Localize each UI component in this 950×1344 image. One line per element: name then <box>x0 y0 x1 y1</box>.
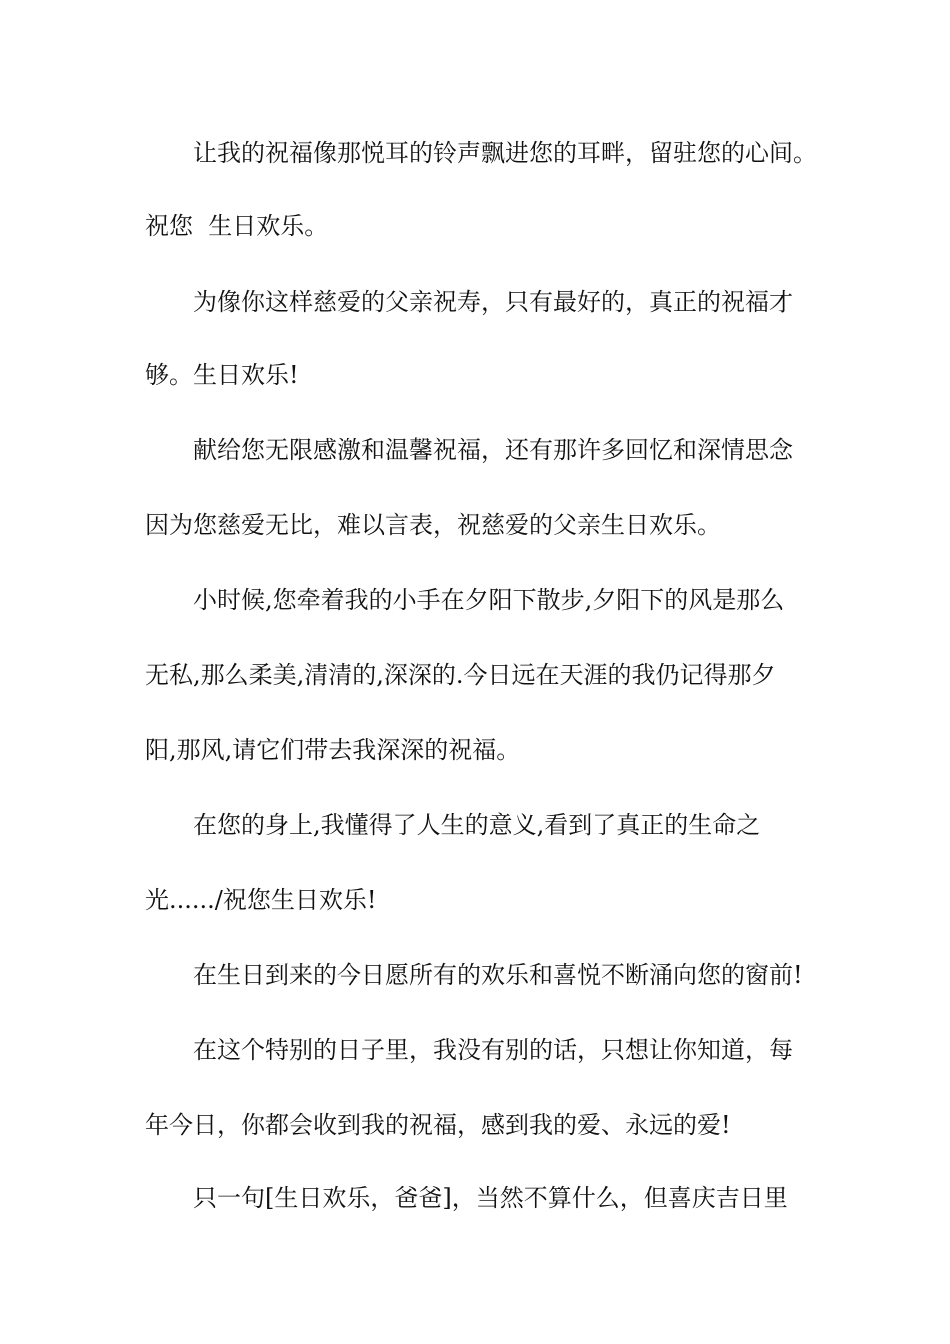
paragraph-line: 让我的祝福像那悦耳的铃声飘进您的耳畔，留驻您的心间。 <box>193 139 817 167</box>
paragraph-line: 阳,那风,请它们带去我深深的祝福。 <box>145 736 521 764</box>
paragraph-line: 献给您无限感激和温馨祝福，还有那许多回忆和深情思念 <box>193 436 793 464</box>
paragraph-line: 够。生日欢乐! <box>145 361 299 389</box>
paragraph-line: 小时候,您牵着我的小手在夕阳下散步,夕阳下的风是那么 <box>193 586 785 614</box>
paragraph-line: 光....../祝您生日欢乐! <box>145 886 377 914</box>
paragraph-line: 无私,那么柔美,清清的,深深的.今日远在天涯的我仍记得那夕 <box>145 661 776 689</box>
paragraph-line: 在您的身上,我懂得了人生的意义,看到了真正的生命之 <box>193 811 761 839</box>
paragraph-line: 因为您慈爱无比，难以言表，祝慈爱的父亲生日欢乐。 <box>145 511 721 539</box>
paragraph-line: 在这个特别的日子里，我没有别的话，只想让你知道，每 <box>193 1036 793 1064</box>
paragraph-line: 为像你这样慈爱的父亲祝寿，只有最好的，真正的祝福才 <box>193 288 793 316</box>
paragraph-line: 只一句[生日欢乐，爸爸]，当然不算什么，但喜庆吉日里 <box>193 1184 788 1212</box>
paragraph-line: 祝您 生日欢乐。 <box>145 212 329 240</box>
paragraph-line: 在生日到来的今日愿所有的欢乐和喜悦不断涌向您的窗前! <box>193 961 803 989</box>
paragraph-line: 年今日，你都会收到我的祝福，感到我的爱、永远的爱! <box>145 1111 731 1139</box>
